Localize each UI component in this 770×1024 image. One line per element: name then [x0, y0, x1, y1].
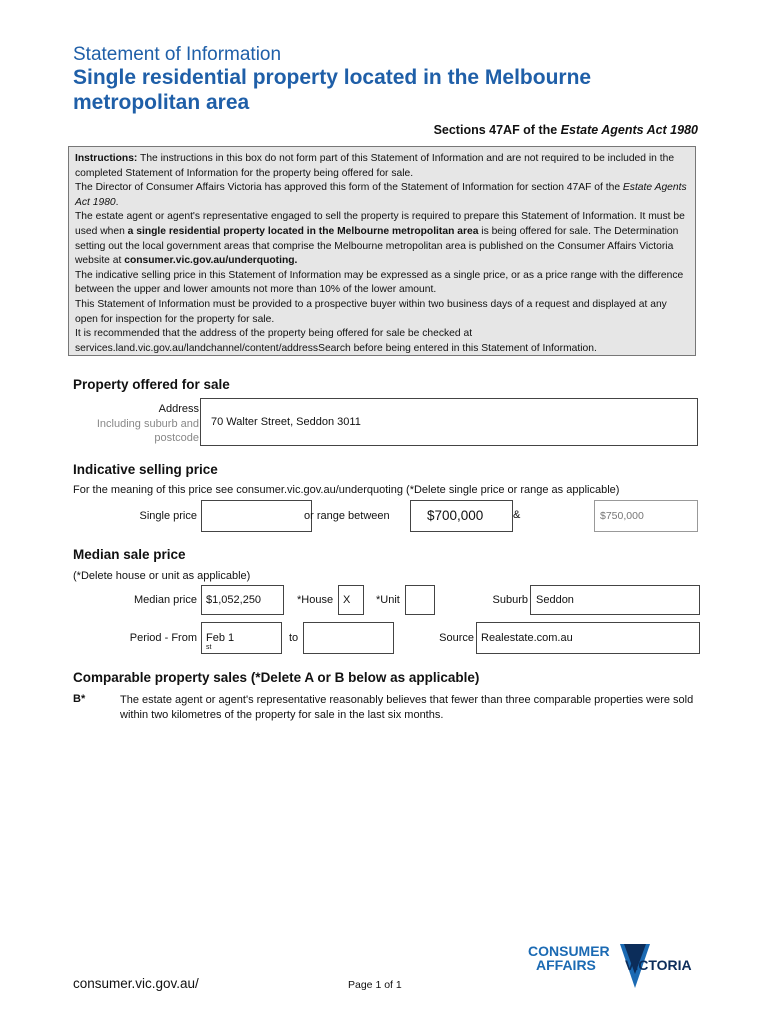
document-title: Single residential property located in the Melbourne metropolitan area: [73, 66, 592, 114]
period-from-value: [206, 632, 277, 657]
house-checkbox[interactable]: [338, 585, 364, 615]
comparable-heading: Comparable property sales (*Delete A or B below as applicable): [73, 670, 480, 685]
range-ampersand: &: [513, 509, 521, 521]
instructions-p3d: consumer.vic.gov.au/underquoting.: [124, 255, 298, 267]
address-label-block: [97, 402, 199, 446]
instructions-p1: [75, 152, 689, 181]
instructions-label: Instructions:: [75, 153, 138, 164]
unit-label: *Unit: [376, 594, 400, 606]
median-price-value: $1,052,250: [206, 594, 262, 606]
instructions-p5: This Statement of Information must be provided to a prospective buyer within two business days of a request and displayed at any open for inspection for the property for sale.: [75, 298, 667, 325]
source-field[interactable]: [476, 622, 700, 654]
property-heading: Property offered for sale: [73, 377, 230, 392]
instructions-p1-text: The instructions in this box do not form part of this Statement of Information and are not required to be included in the completed Statement of Information for the property being offered for sale.: [75, 153, 675, 179]
sections-act: Estate Agents Act 1980: [560, 123, 698, 137]
sections-prefix: Sections 47AF of the: [433, 123, 561, 137]
instructions-p2-act: Estate Agents Act 1980: [75, 182, 687, 208]
document-kicker: Statement of Information: [73, 44, 282, 65]
unit-checkbox[interactable]: [405, 585, 435, 615]
range-low-field[interactable]: [410, 500, 513, 532]
logo-line-3: VICTORIA: [625, 957, 692, 973]
median-price-label: Median price: [134, 594, 197, 606]
range-high-field[interactable]: [594, 500, 698, 532]
instructions-p2: [75, 181, 689, 210]
instructions-p3a: The estate agent or agent's representative engaged to sell the property is required to prepare this Statement of Information. It must be used when: [75, 211, 685, 237]
period-to-field[interactable]: [303, 622, 394, 654]
option-b-text: The estate agent or agent's representative reasonably believes that fewer than three comparable properties were sold within two kilometres of the property for sale in the last six months.: [120, 694, 694, 721]
page-number: Page 1 of 1: [348, 979, 402, 991]
period-from-label: Period - From: [129, 632, 197, 644]
instructions-p2-text: The Director of Consumer Affairs Victoria has approved this form of the Statement of Information for section 47AF of the: [75, 182, 623, 194]
suburb-field[interactable]: [530, 585, 700, 615]
sections-reference: [434, 123, 698, 137]
instructions-p4: The indicative selling price in this Statement of Information may be expressed as a single price, or as a price range with the difference between the upper and lower amounts not more than 10% of the lower amount.: [75, 269, 684, 296]
footer-url: consumer.vic.gov.au/: [73, 976, 199, 991]
range-label: or range between: [304, 510, 390, 522]
range-high-value: $750,000: [600, 510, 644, 522]
single-price-label: Single price: [139, 510, 197, 522]
house-label: *House: [297, 594, 334, 606]
period-to-label: to: [289, 632, 299, 644]
range-low-value: $700,000: [427, 508, 484, 523]
median-heading: Median sale price: [73, 547, 186, 562]
consumer-affairs-victoria-logo: [528, 942, 703, 992]
suburb-value: Seddon: [536, 594, 574, 606]
period-from-field[interactable]: [201, 622, 282, 654]
instructions-box: [68, 146, 696, 356]
instructions-p3: [75, 210, 689, 268]
source-label: Source: [439, 632, 474, 644]
instructions-p3c: is being offered for sale. The Determination setting out the local government areas that comprise the Melbourne metropolitan area is published on the Consumer Affairs Victoria website at: [75, 225, 679, 267]
address-sublabel-2: postcode: [154, 432, 199, 444]
price-note: For the meaning of this price see consumer.vic.gov.au/underquoting (*Delete single price or range as applicable): [73, 484, 620, 496]
address-field[interactable]: [200, 398, 698, 446]
address-sublabel-1: Including suburb and: [96, 417, 199, 430]
suburb-label: Suburb: [492, 594, 528, 606]
address-value: 70 Walter Street, Seddon 3011: [211, 416, 361, 428]
price-heading: Indicative selling price: [73, 462, 218, 477]
option-b-label: B*: [73, 693, 86, 705]
median-price-field[interactable]: [201, 585, 284, 615]
median-note: (*Delete house or unit as applicable): [73, 570, 251, 582]
instructions-p3b: a single residential property located in the Melbourne metropolitan area: [127, 225, 479, 237]
single-price-field[interactable]: [201, 500, 312, 532]
logo-line-1: CONSUMER: [528, 943, 610, 959]
logo-line-2: AFFAIRS: [536, 957, 596, 973]
period-from-text: Feb 1: [206, 632, 235, 644]
address-label: Address: [158, 403, 199, 415]
instructions-p6: It is recommended that the address of the property being offered for sale be checked at services.land.vic.gov.au/landchannel/content/addressSearch before being entered in this Statement of Information.: [75, 328, 597, 354]
instructions-p2-end: .: [115, 196, 119, 208]
period-from-sup: st: [206, 644, 212, 651]
house-value: X: [343, 594, 351, 606]
source-value: Realestate.com.au: [481, 632, 573, 644]
